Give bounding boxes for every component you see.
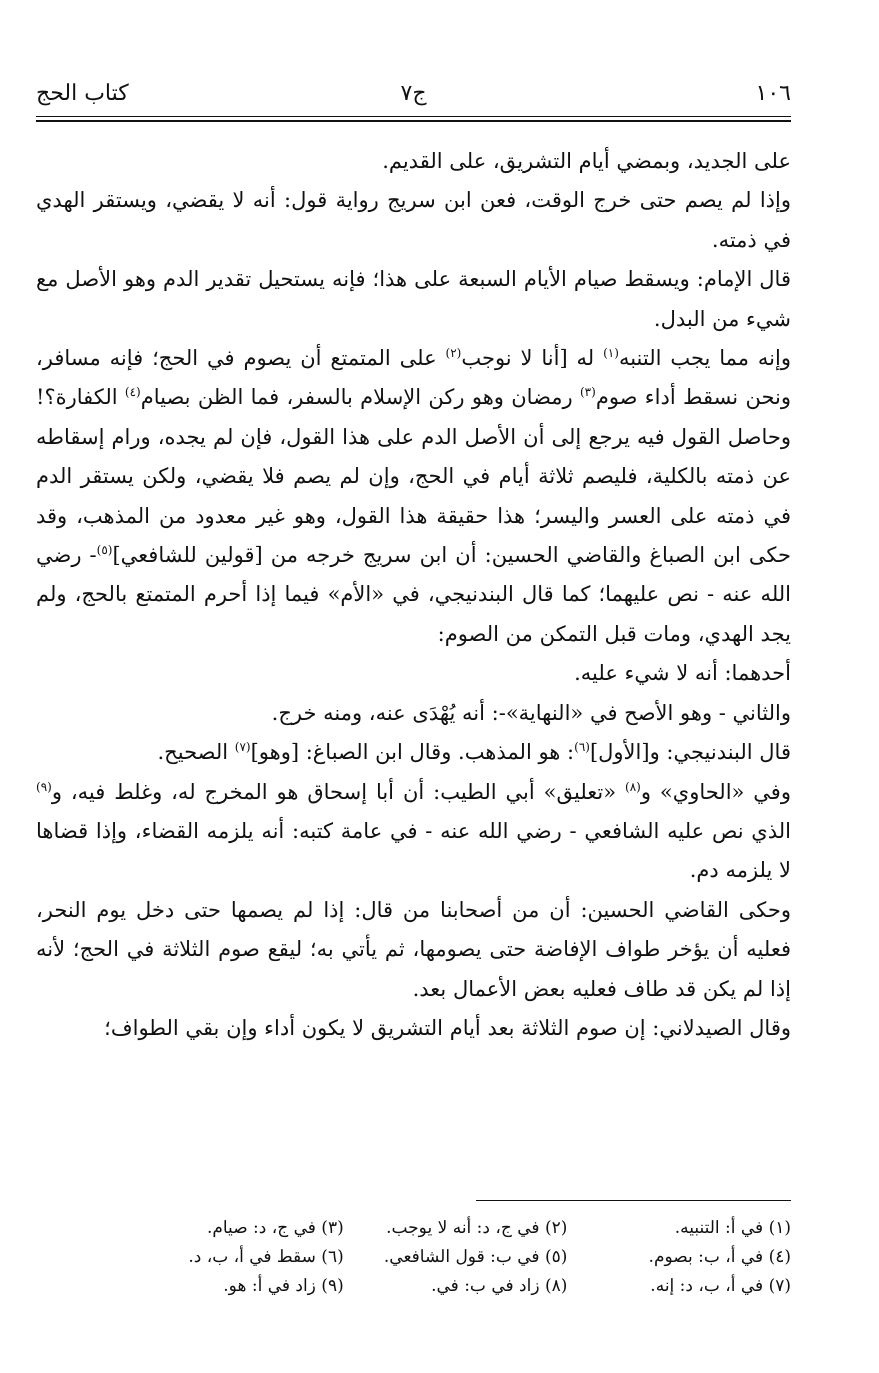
footnote: (٢) في ج، د: أنه لا يوجب. bbox=[386, 1218, 568, 1238]
volume-label: ج٧ bbox=[400, 81, 427, 106]
footnote-row bbox=[120, 1243, 791, 1272]
footnote-marker: (٤) bbox=[124, 385, 141, 400]
paragraph bbox=[36, 142, 791, 181]
paragraph-text: وإذا لم يصم حتى خرج الوقت، فعن ابن سريج رواية قول: أنه لا يقضي، ويستقر الهدي في ذمته. bbox=[36, 188, 791, 252]
footnote-separator bbox=[476, 1200, 791, 1201]
paragraph-text: قال البندنيجي: و[الأول] bbox=[589, 740, 791, 765]
paragraph-text: : هو المذهب. وقال ابن الصباغ: [وهو] bbox=[250, 740, 575, 765]
paragraph bbox=[36, 654, 791, 693]
paragraph-text: وقال الصيدلاني: إن صوم الثلاثة بعد أيام التشريق لا يكون أداء وإن بقي الطواف؛ bbox=[104, 1015, 791, 1040]
footnote: (٧) في أ، ب، د: إنه. bbox=[650, 1276, 791, 1296]
paragraph bbox=[36, 733, 791, 772]
paragraph bbox=[36, 260, 791, 339]
paragraph-text: أحدهما: أنه لا شيء عليه. bbox=[574, 661, 791, 686]
footnote: (٥) في ب: قول الشافعي. bbox=[383, 1247, 568, 1267]
footnote-marker: (٩) bbox=[36, 779, 52, 794]
paragraph-text: الذي نص عليه الشافعي - رضي الله عنه - في عامة كتبه: أنه يلزمه القضاء، وإذا قضاها لا يلزمه دم. bbox=[36, 818, 791, 883]
paragraph-text: قال الإمام: ويسقط صيام الأيام السبعة على هذا؛ فإنه يستحيل تقدير الدم وهو الأصل مع شيء من البدل. bbox=[36, 267, 791, 331]
paragraph-text: على الجديد، وبمضي أيام التشريق، على القديم. bbox=[382, 149, 791, 173]
paragraph-text: وحكى القاضي الحسين: أن من أصحابنا من قال: إذا لم يصمها حتى دخل يوم النحر، فعليه أن يؤخر طواف الإفاضة حتى يصومها، ثم يأتي به؛ ليقع صوم الثلاثة في الحج؛ لأنه إذا لم يكن قد طاف فعليه بعض الأعمال بعد. bbox=[36, 897, 792, 1001]
paragraph-text: له [أنا لا نوجب bbox=[461, 346, 604, 371]
paragraph bbox=[36, 181, 791, 260]
header-rule-thin bbox=[36, 116, 791, 117]
footnote: (٦) سقط في أ، ب، د. bbox=[188, 1247, 344, 1267]
footnote: (١) في أ: التنبيه. bbox=[674, 1218, 791, 1238]
paragraph-text: على المتمتع أن يصوم في الحج؛ فإنه مسافر، ونحن نسقط أداء صوم bbox=[36, 346, 791, 410]
footnote-marker: (١) bbox=[603, 346, 619, 361]
header-rule-thick bbox=[36, 120, 791, 122]
paragraph-text: وإنه مما يجب التنبه bbox=[618, 346, 791, 371]
paragraph bbox=[36, 694, 791, 733]
footnote: (٣) في ج، د: صيام. bbox=[206, 1218, 344, 1238]
paragraph-text: - رضي الله عنه - نص عليهما؛ كما قال البندنيجي، في «الأم» فيما إذا أحرم المتمتع بالحج، ولم يجد الهدي، ومات قبل التمكن من الصوم: bbox=[36, 543, 791, 646]
book-title: كتاب الحج bbox=[36, 81, 129, 106]
paragraph-text: الكفارة؟! وحاصل القول فيه يرجع إلى أن الأصل الدم على هذا القول، فإن لم يجده، ورام إسقاطه عن ذمته بالكلية، فليصم ثلاثة أيام في الحج، وإن لم يصم فلا يقضي، ولكن يستقر الدم في ذمته على العسر واليسر؛ هذا حقيقة هذا القول، وهو غير معدود من المذهب، وقد حكى ابن الصباغ والقاضي الحسين: أن ابن سريج خرجه من [قولين للشافعي] bbox=[36, 385, 791, 568]
paragraph-text: وفي «الحاوي» و bbox=[640, 779, 791, 804]
footnote-row bbox=[120, 1214, 791, 1243]
page-number: ١٠٦ bbox=[755, 81, 791, 106]
main-text bbox=[36, 142, 791, 1048]
paragraph bbox=[36, 773, 791, 891]
paragraph-text: رمضان وهو ركن الإسلام بالسفر، فما الظن بصيام bbox=[140, 385, 580, 410]
footnote-row bbox=[120, 1272, 791, 1301]
paragraph bbox=[36, 1009, 791, 1048]
paragraph-text: والثاني - وهو الأصح في «النهاية»-: أنه يُهْدَى عنه، ومنه خرج. bbox=[271, 700, 791, 725]
paragraph bbox=[36, 339, 791, 654]
footnote: (٩) زاد في أ: هو. bbox=[223, 1276, 344, 1296]
page-header bbox=[36, 78, 791, 118]
paragraph bbox=[36, 891, 791, 1009]
footnote-marker: (٢) bbox=[445, 346, 462, 361]
footnotes bbox=[120, 1214, 791, 1301]
footnote-marker: (٦) bbox=[574, 740, 590, 755]
footnote-marker: (٣) bbox=[579, 385, 596, 400]
paragraph-text: «تعليق» أبي الطيب: أن أبا إسحاق هو المخرج له، وغلط فيه، و bbox=[51, 779, 626, 804]
footnote-marker: (٨) bbox=[625, 779, 641, 794]
footnote: (٤) في أ، ب: بصوم. bbox=[648, 1247, 791, 1267]
footnote-marker: (٧) bbox=[234, 740, 251, 755]
footnote: (٨) زاد في ب: في. bbox=[431, 1276, 568, 1296]
paragraph-text: الصحيح. bbox=[157, 740, 235, 765]
footnote-marker: (٥) bbox=[96, 543, 113, 558]
